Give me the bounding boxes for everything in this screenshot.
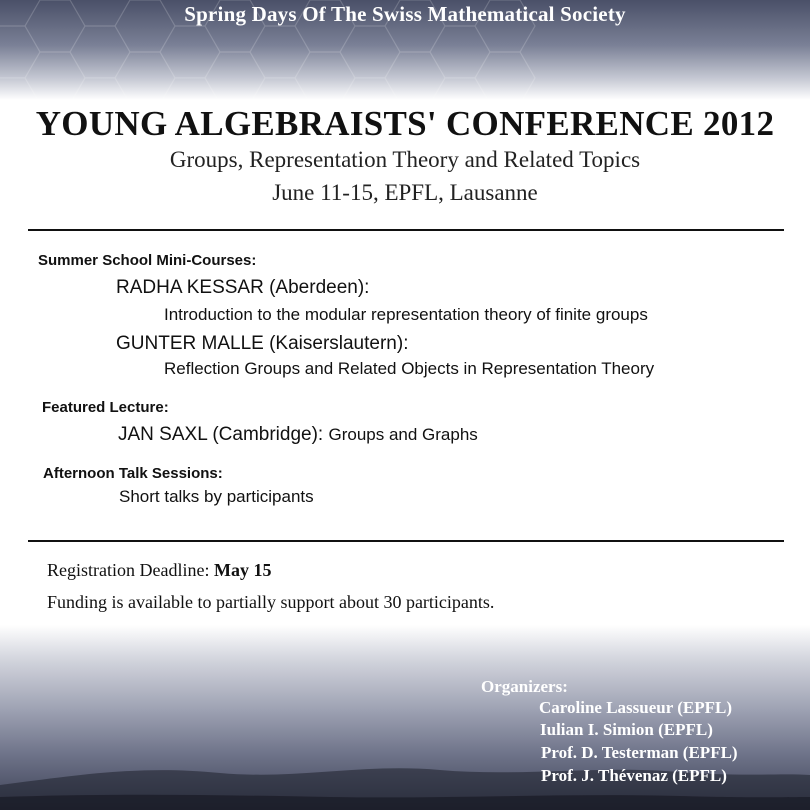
featured-lecture [118,424,478,446]
conference-title: YOUNG ALGEBRAISTS' CONFERENCE 2012 [35,104,775,143]
organizer-name: Prof. D. Testerman (EPFL) [541,743,738,762]
speaker-saxl: JAN SAXL (Cambridge): [118,424,324,445]
organizers-heading: Organizers: [481,677,568,696]
conference-date-place: June 11-15, EPFL, Lausanne [272,180,538,205]
mini-courses-heading: Summer School Mini-Courses: [38,252,257,269]
speaker-kessar: RADHA KESSAR (Aberdeen): [116,277,370,298]
divider-top [28,229,784,231]
registration-deadline: May 15 [213,560,272,580]
speaker-malle: GUNTER MALLE (Kaiserslautern): [116,333,409,354]
conference-subtitle: Groups, Representation Theory and Related Topics [169,147,641,172]
organizer-name: Prof. J. Thévenaz (EPFL) [541,766,727,785]
registration-label: Registration Deadline: [47,560,210,580]
funding-note: Funding is available to partially support about 30 participants. [47,592,495,612]
featured-lecture-heading: Featured Lecture: [42,399,169,416]
course-malle: Reflection Groups and Related Objects in Representation Theory [164,359,655,378]
afternoon-sessions-heading: Afternoon Talk Sessions: [43,465,223,482]
organizer-name: Caroline Lassueur (EPFL) [539,698,732,717]
society-name: Spring Days Of The Swiss Mathematical Society [184,2,626,26]
afternoon-sessions-text: Short talks by participants [119,487,314,506]
organizer-name: Iulian I. Simion (EPFL) [540,720,713,739]
divider-bottom [28,540,784,542]
registration-line [47,560,271,581]
featured-lecture-title: Groups and Graphs [328,425,478,444]
course-kessar: Introduction to the modular representation theory of finite groups [164,305,648,324]
